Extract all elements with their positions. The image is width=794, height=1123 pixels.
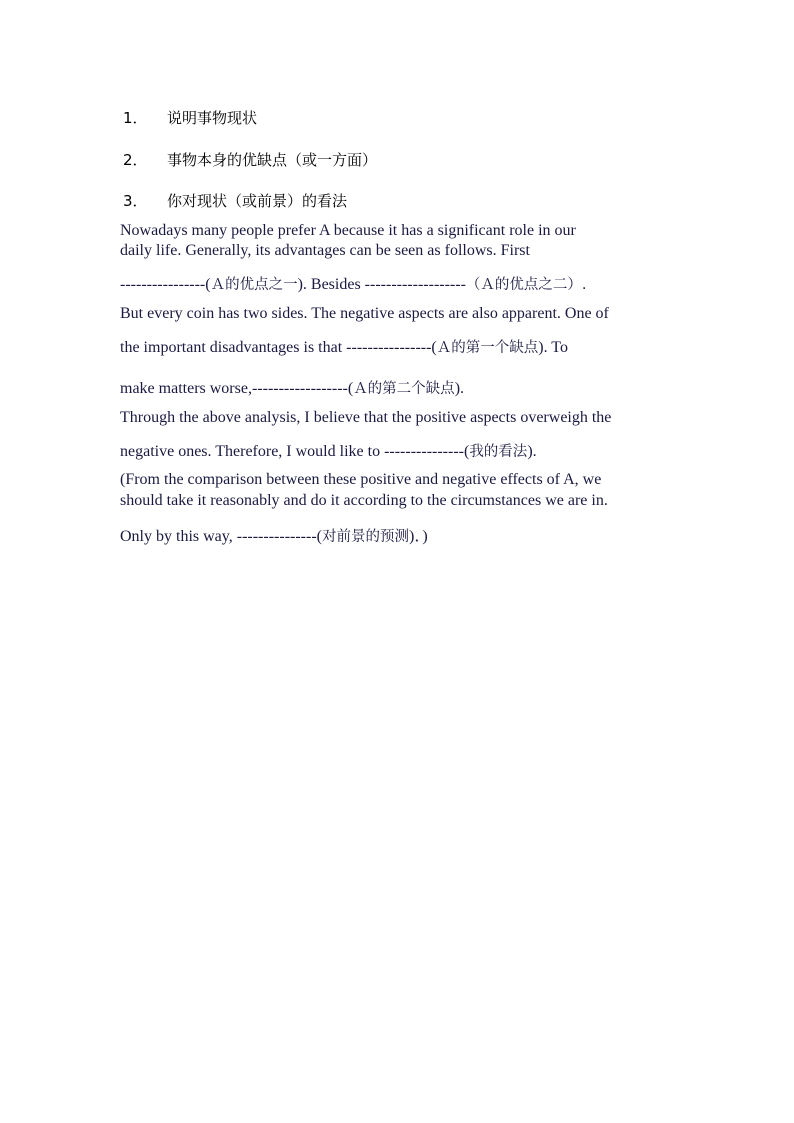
paragraph-line-10: should take it reasonably and do it according to the circumstances we are in. <box>120 492 608 509</box>
text-segment-cjk: 对前景的预测 <box>321 529 409 545</box>
outline-text: 事物本身的优缺点（或一方面） <box>167 151 378 169</box>
text-segment: make matters worse,------------------( <box>120 380 354 397</box>
outline-item-1 <box>123 107 257 128</box>
text-segment: ). <box>454 380 465 397</box>
paragraph-line-11 <box>120 523 680 546</box>
text-segment: ). To <box>538 339 568 356</box>
outline-number: 3． <box>123 192 148 210</box>
text-segment-cjk: （Ａ的优点之二）. <box>465 277 587 293</box>
paragraph-line-8 <box>120 440 680 461</box>
text-segment: ----------------( <box>120 276 211 293</box>
outline-item-3 <box>123 190 347 211</box>
paragraph-line-6 <box>120 377 680 398</box>
text-segment-cjk: 我的看法 <box>469 444 528 460</box>
text-segment: the important disadvantages is that ----------------( <box>120 339 437 356</box>
outline-text: 你对现状（或前景）的看法 <box>167 192 348 210</box>
text-segment-cjk: Ａ的第二个缺点 <box>353 381 455 397</box>
outline-text: 说明事物现状 <box>167 109 258 127</box>
paragraph-line-9: (From the comparison between these positive and negative effects of A, we <box>120 471 602 488</box>
text-segment: ). <box>527 443 537 460</box>
text-segment-cjk: Ａ的第一个缺点 <box>436 340 539 356</box>
outline-number: 1． <box>123 109 148 127</box>
paragraph-line-3 <box>120 273 680 294</box>
paragraph-line-4: But every coin has two sides. The negative aspects are also apparent. One of <box>120 305 609 322</box>
paragraph-line-5 <box>120 336 680 357</box>
text-segment: )．) <box>408 528 428 545</box>
text-segment: negative ones. Therefore, I would like to ---------------( <box>120 443 470 460</box>
text-segment: Only by this way, ---------------( <box>120 528 322 545</box>
paragraph-line-1: Nowadays many people prefer A because it has a significant role in our <box>120 222 576 239</box>
text-segment: ). Besides ------------------- <box>297 276 466 293</box>
outline-number: 2． <box>123 151 148 169</box>
text-segment-cjk: Ａ的优点之一 <box>210 277 298 293</box>
outline-item-2 <box>123 149 377 170</box>
paragraph-line-7: Through the above analysis, I believe that the positive aspects overweigh the <box>120 409 612 426</box>
paragraph-line-2: daily life. Generally, its advantages can be seen as follows. First <box>120 242 530 259</box>
